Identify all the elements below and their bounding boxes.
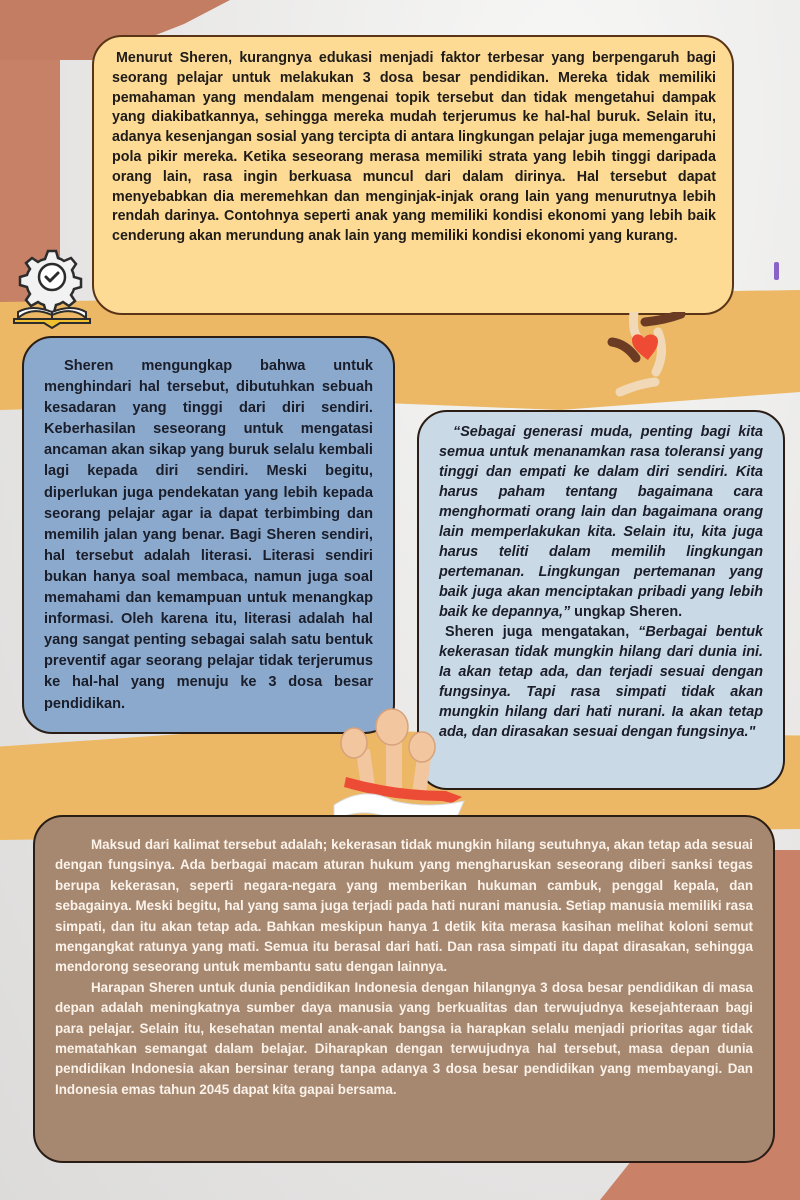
card-left-text: Sheren mengungkap bahwa untuk menghindari hal tersebut, dibutuhkan sebuah kesadaran yang tinggi dari diri sendiri. Keberhasilan seseorang untuk mengatasi ancaman akan sikap yang buruk selalu kembali lagi kepada diri sendiri. Meski begitu, diperlukan juga pendekatan yang lebih kepada seorang pelajar agar ia dapat terbimbing dan memilih jalan yang benar. Bagi Sheren sendiri, hal tersebut adalah literasi. Literasi sendiri bukan hanya soal membaca, namun juga soal memahami dan kemampuan untuk menangkap informasi. Oleh karena itu, literasi adalah hal yang sangat penting sebagai salah satu bentuk preventif agar seorang pelajar tidak terjerumus ke hal-hal yang menuju ke 3 dosa besar pendidikan. (44, 358, 373, 712)
gear-book-icon (8, 245, 96, 333)
purple-mark-decoration (774, 262, 779, 280)
quote-tolerance-text: “Sebagai generasi muda, penting bagi kita semua untuk menanamkan rasa toleransi yang tinggi dan empati ke dalam diri sendiri. Kita harus paham tentang bagaimana cara menghormati orang lain dan bagaimana orang lain memperlakukan kita. Selain itu, kita juga harus teliti dalam memilih lingkungan pertemanan. Lingkungan pertemanan yang baik juga akan menciptakan pribadi yang lebih baik ke depannya,” (439, 424, 763, 620)
card-quotes (417, 410, 785, 790)
card-education-factor (92, 35, 734, 315)
quote-violence-lead: Sheren juga mengatakan, (445, 624, 639, 640)
quote-tolerance-attribution: ungkap Sheren. (570, 604, 683, 620)
hands-heart-icon (590, 312, 690, 402)
card-meaning-and-hope (33, 815, 775, 1163)
card-literacy (22, 336, 395, 734)
quote-violence-text: “Berbagai bentuk kekerasan tidak mungkin hilang dari dunia ini. Ia akan tetap ada, dan terjadi sesuai dengan fungsinya. Tapi rasa simpati tidak akan mungkin hilang dari hati nurani. Ia akan tetap ada, dan dirasakan sesuai dengan fungsinya." (439, 624, 763, 740)
card-bottom-paragraph-2: Harapan Sheren untuk dunia pendidikan Indonesia dengan hilangnya 3 dosa besar pendidikan di masa depan adalah meningkatnya sumber daya manusia yang berkualitas dan terwujudnya kesejahteraan bagi para pelajar. Selain itu, kesehatan mental anak-anak bangsa ia harapkan selalu menjadi prioritas agar tidak mematahkan semangat dalam belajar. Diharapkan dengan terwujudnya hal tersebut, masa depan dunia pendidikan Indonesia akan bersinar terang tanpa adanya 3 dosa besar pendidikan yang membayangi. Dan Indonesia emas tahun 2045 dapat kita gapai bersama. (55, 979, 753, 1097)
card-bottom-paragraph-1: Maksud dari kalimat tersebut adalah; kekerasan tidak mungkin hilang seutuhnya, akan tetap ada sesuai dengan fungsinya. Ada berbagai macam aturan hukum yang mengharuskan seseorang diberi sanksi tegas berupa kekerasan, seperti negara-negara yang memberikan hukuman cambuk, penggal kepala, dan sebagainya. Meski begitu, hal yang sama juga terjadi pada hati nurani manusia. Setiap manusia memiliki rasa simpati, dan itu akan tetap ada. Bahkan meskipun hanya 1 detik kita merasa kasihan melihat koloni semut mengangkat ratunya yang mati. Semua itu berasal dari hati. Dan rasa simpati itu dapat dirasakan, sehingga mendorong seseorang untuk membantu satu dengan lainnya. (55, 837, 753, 975)
quote-tolerance (439, 422, 763, 622)
card-top-text: Menurut Sheren, kurangnya edukasi menjadi faktor terbesar yang berpengaruh bagi seorang pelajar untuk melakukan 3 dosa besar pendidikan. Mereka tidak memiliki pemahaman yang mendalam mengenai topik tersebut dan tidak mengetahui dampak yang diakibatkannya, sehingga mereka mudah terjerumus ke hal-hal buruk. Selain itu, adanya kesenjangan sosial yang tercipta di antara lingkungan pelajar juga memengaruhi pola pikir mereka. Ketika seseorang merasa memiliki strata yang lebih tinggi daripada orang lain, rasa ingin berkuasa muncul dari dalam dirinya. Hal tersebut dapat menyebabkan dia meremehkan dan menginjak-injak orang lain yang menurutnya lebih rendah darinya. Contohnya seperti anak yang memiliki kondisi ekonomi yang lebih baik cenderung akan merundung anak lain yang memiliki kondisi ekonomi yang kurang. (112, 50, 716, 245)
quote-violence (439, 622, 763, 742)
fists-flag-icon (330, 705, 470, 830)
